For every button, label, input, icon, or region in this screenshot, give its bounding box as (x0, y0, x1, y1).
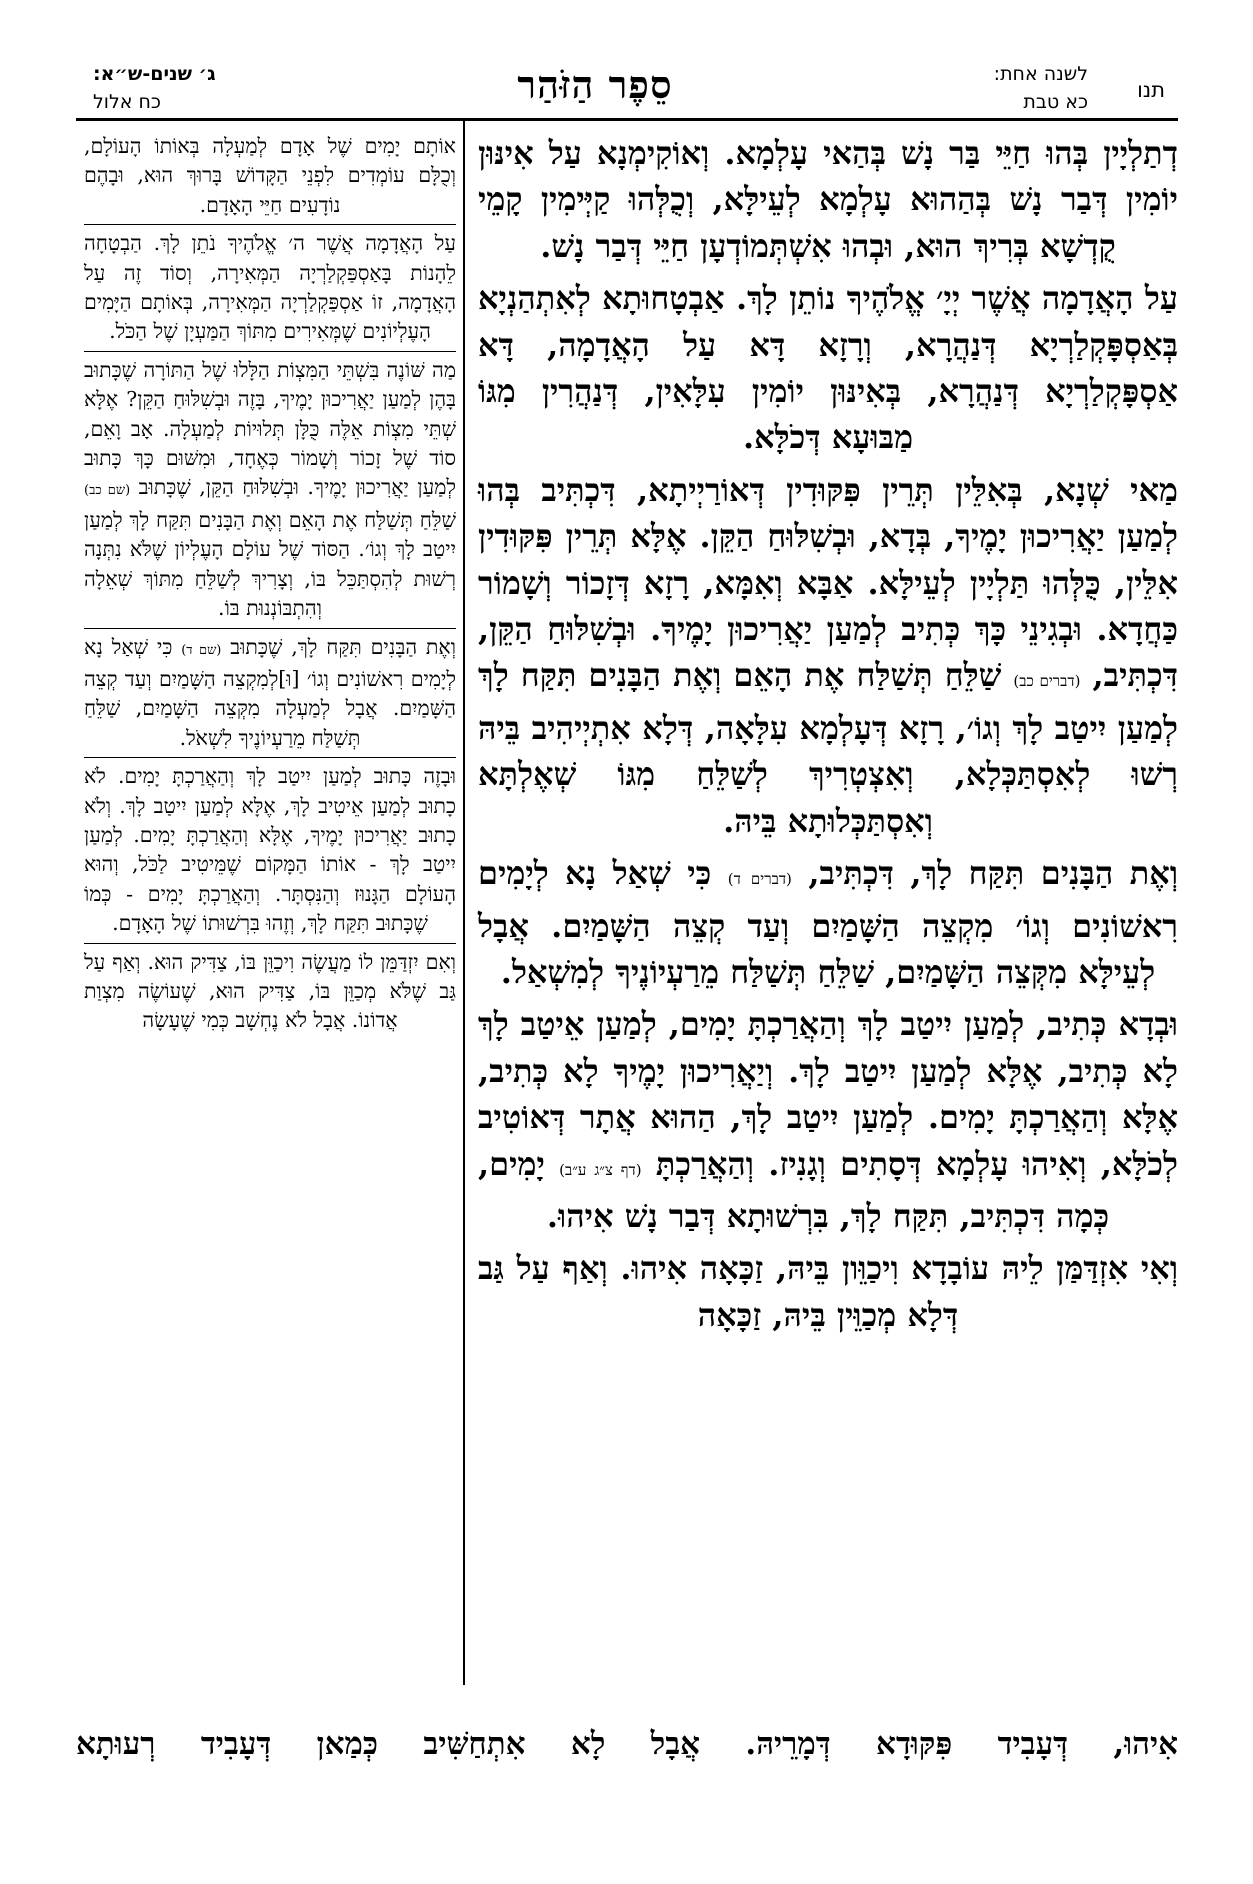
main-paragraph-5-text-b: יָמִים, כְּמָה דִּכְתִּיב, תִּקַּח לָךְ, בִּרְשׁוּתָא דְּבַר נָשׁ אִיהוּ. (478, 1144, 1110, 1235)
side-separator (84, 224, 456, 225)
main-paragraph-5-text-a: וּבְדָא כְּתִיב, לְמַעַן יִיטַב לָךְ וְהַאֲרַכְתָּ יָמִים, לְמַעַן אֵיטַב לָךְ לָא כְּתִיב, אֶלָּא לְמַעַן יִיטַב לָךְ. וְיַאֲרִיכוּן יָמֶיךָ לָא כְּתִיב, אֶלָּא וְהַאֲרַכְתָּ יָמִים. לְמַעַן יִיטַב לָךְ, הַהוּא אֲתָר דְּאוֹטִיב לְכֹלָּא, וְאִיהוּ עָלְמָא דְּסָתִים וְגָנִיז. וְהַאֲרַכְתָּ (478, 1005, 1179, 1183)
header-cycle-range: ג׳ שנים-ש״א: (93, 63, 216, 85)
header-left-date: כח אלול (93, 91, 161, 113)
aramaic-text-column (478, 130, 1178, 1344)
header-right-block (938, 60, 1088, 120)
side-paragraph-6: וְאִם יִזְדַּמֵּן לוֹ מַעֲשֶׂה וִיכַוֵּן בּוֹ, צַדִּיק הוּא. וְאַף עַל גַּב שֶׁלֹּא מְכַוֵּן בּוֹ, צַדִּיק הוּא, שֶׁעוֹשֶׂה מִצְוַת אֲדוֹנוֹ. אֲבָל לֹא נֶחְשָׁב כְּמִי שֶׁעָשָׂה (84, 949, 456, 1033)
side-paragraph-5: וּבָזֶה כָּתוּב לְמַעַן יִיטַב לָךְ וְהַאֲרַכְתָּ יָמִים. לֹא כָתוּב לְמַעַן אֵיטִיב לָךְ, אֶלָּא לְמַעַן יִיטַב לָךְ. וְלֹא כָתוּב יַאֲרִיכוּן יָמֶיךָ, אֶלָּא וְהַאֲרַכְתָּ יָמִים. לְמַעַן יִיטַב לָךְ - אוֹתוֹ הַמָּקוֹם שֶׁמֵּיטִיב לַכֹּל, וְהוּא הָעוֹלָם הַגָּנוּז וְהַנִּסְתָּר. וְהַאֲרַכְתָּ יָמִים - כְּמוֹ שֶׁכָּתוּב תִּקַּח לָךְ, וְזֶהוּ בִּרְשׁוּתוֹ שֶׁל הָאָדָם. (84, 764, 456, 936)
side-paragraph-3-text-a: מַה שּׁוֹנֶה בִּשְׁתֵּי הַמִּצְוֹת הַלָּלוּ שֶׁל הַתּוֹרָה שֶׁכָּתוּב בָּהֶן לְמַעַן יַאֲרִיכוּן יָמֶיךָ, בָּזֶה וּבְשִׁלּוּחַ הַקֵּן? אֶלָּא שְׁתֵּי מִצְוֹת אֵלֶּה כֻּלָּן תְּלוּיוֹת לְמַעְלָה. אָב וָאֵם, סוֹד שֶׁל זָכוֹר וְשָׁמוֹר כְּאֶחָד, וּמִשּׁוּם כָּךְ כָּתוּב לְמַעַן יַאֲרִיכוּן יָמֶיךָ. וּבְשִׁלּוּחַ הַקֵּן, שֶׁכָּתוּב (84, 357, 456, 500)
side-separator (84, 628, 456, 629)
main-paragraph-4 (478, 850, 1178, 995)
verse-reference: (דברים כב) (1013, 672, 1081, 691)
side-paragraph-2: עַל הָאֲדָמָה אֲשֶׁר ה׳ אֱלֹהֶיךָ נֹתֵן לָךְ. הַבְטָחָה לֵהָנוֹת בָּאַסְפַּקְלַרְיָה הַמְּאִירָה, וְסוֹד זֶה עַל הָאֲדָמָה, זוֹ אַסְפַּקְלַרְיָה הַמְּאִירָה, בְּאוֹתָם הַיָּמִים הָעֶלְיוֹנִים שֶׁמְּאִירִים מִתּוֹךְ הַמַּעְיָן שֶׁל הַכֹּל. (84, 231, 456, 344)
main-paragraph-6: וְאִי אִזְדַּמַּן לֵיהּ עוֹבָדָא וִיכַוֵּון בֵּיהּ, זַכָּאָה אִיהוּ. וְאַף עַל גַּב דְּלָא מְכַוֵּין בֵּיהּ, זַכָּאָה (478, 1249, 1178, 1334)
main-paragraph-3-text-a: מַאי שְׁנָא, בְּאִלֵּין תְּרֵין פִּקּוּדִין דְּאוֹרַיְיתָא, דִּכְתִּיב בְּהוּ לְמַעַן יַאֲרִיכוּן יָמֶיךָ, בְּדָא, וּבְשִׁלּוּחַ הַקֵּן. אֶלָּא תְּרֵין פִּקּוּדִין אִלֵּין, כֻּלְּהוּ תַּלְיָין לְעֵילָּא. אַבָּא וְאִמָּא, רָזָא דְּזָכוֹר וְשָׁמוֹר כַּחֲדָא. וּבְגִינֵי כָּךְ כְּתִיב לְמַעַן יַאֲרִיכוּן יָמֶיךָ. וּבְשִׁלּוּחַ הַקֵּן, דִּכְתִּיב, (478, 470, 1179, 695)
main-paragraph-5 (478, 1001, 1178, 1239)
side-paragraph-3 (84, 356, 456, 624)
verse-reference: (דברים ד) (727, 870, 792, 889)
main-paragraph-1: דְתַלְיָין בְּהוּ חַיֵּי בַּר נָשׁ בְּהַאי עָלְמָא. וְאוֹקִימְנָא עַל אִינּוּן יוֹמִין דְּבַר נָשׁ בְּהַהוּא עָלְמָא לְעֵילָּא, וְכֻלְּהוּ קַיְּימִין קָמֵי קֻדְשָׁא בְּרִיךְ הוּא, וּבְהוּ אִשְׁתְּמוֹדְעָן חַיֵּי דְּבַר נָשׁ. (478, 134, 1179, 265)
side-paragraph-4-text-a: וְאֶת הַבָּנִים תִּקַּח לָךְ, שֶׁכָּתוּב (230, 634, 456, 659)
side-paragraph-3-text-b: שַׁלֵּחַ תְּשַׁלַּח אֶת הָאֵם וְאֶת הַבָּנִים תִּקַּח לָךְ לְמַעַן יִיטַב לָךְ וְגוֹ׳. הַסּוֹד שֶׁל עוֹלָם הָעֶלְיוֹן שֶׁלֹּא נִתְּנָה רְשׁוּת לְהִסְתַּכֵּל בּוֹ, וְצָרִיךְ לְשַׁלֵּחַ מִתּוֹךְ שְׁאֵלָה וְהִתְבּוֹנְנוּת בּוֹ. (84, 507, 456, 621)
main-paragraph-2: עַל הָאֲדָמָה אֲשֶׁר יְיָ׳ אֱלֹהֶיךָ נוֹתֵן לָךְ. אַבְטָחוּתָא לְאִתְהַנְיָא בְּאַסְפָּקְלַרְיָא דְּנַהֲרָא, וְרָזָא דָּא עַל הָאֲדָמָה, דָּא אַסְפָּקְלַרְיָא דְּנַהֲרָא, בְּאִינּוּן יוֹמִין עִלָּאִין, דְּנַהֲרִין מִגּוֹ מַבּוּעָא דְּכֹלָּא. (478, 279, 1178, 457)
verse-reference: (שם כב) (84, 483, 131, 499)
main-paragraph-3-text-b: שַׁלֵּחַ תְּשַׁלַּח אֶת הָאֵם וְאֶת הַבָּנִים תִּקַּח לָךְ לְמַעַן יִיטַב לָךְ וְגוֹ׳, רָזָא דְּעָלְמָא עִלָּאָה, דְּלָא אִתְיְיהִיב בֵּיהּ רְשׁוּ לְאִסְתַּכְּלָא, וְאִצְטְרִיךְ לְשַׁלֵּחַ מִגּוֹ שְׁאֶלְתָּא וְאִסְתַּכְּלוּתָא בֵּיהּ. (478, 656, 1178, 840)
verse-reference: (שם ד) (181, 642, 222, 658)
header-left-block (93, 60, 253, 120)
page-number: תנו (1137, 78, 1165, 102)
hebrew-translation-column (84, 132, 456, 1040)
side-paragraph-4 (84, 633, 456, 754)
side-separator (84, 351, 456, 352)
header-divider (76, 118, 1178, 121)
book-title: סֵפֶר הַזֹּהַר (517, 62, 673, 107)
side-paragraph-1: אוֹתָם יָמִים שֶׁל אָדָם לְמַעְלָה בְּאוֹתוֹ הָעוֹלָם, וְכֻלָּם עוֹמְדִים לִפְנֵי הַקָּדוֹשׁ בָּרוּךְ הוּא, וּבָהֶם נוֹדָעִים חַיֵּי הָאָדָם. (84, 134, 456, 217)
header-study-cycle: לשנה אחת: (993, 63, 1088, 85)
column-divider (463, 120, 465, 1685)
main-paragraph-4-text-b: כִּי שְׁאַל נָא לְיָמִים רִאשׁוֹנִים וְגוֹ׳ מִקְצֵה הַשָּׁמַיִם וְעַד קְצֵה הַשָּׁמַיִם. אֲבָל לְעֵילָּא מִקְּצֵה הַשָּׁמַיִם, שַׁלֵּחַ תְּשַׁלַּח מֵרַעְיוֹנֶיךָ לְמִשְׁאַל. (478, 854, 1179, 991)
side-separator (84, 757, 456, 758)
main-paragraph-3 (478, 467, 1178, 844)
side-paragraph-4-text-b: כִּי שְׁאַל נָא לְיָמִים רִאשׁוֹנִים וְגוֹ׳ [וּ]לְמִקְצֵה הַשָּׁמַיִם וְעַד קְצֵה הַשָּׁמַיִם. אֲבָל לְמַעְלָה מִקְּצֵה הַשָּׁמַיִם, שַׁלֵּחַ תְּשַׁלַּח מֵרַעְיוֹנֶיךָ לִשְׁאֹל. (84, 634, 456, 750)
folio-reference: (דף צ״ג ע״ב) (559, 1160, 642, 1179)
continuation-line: אִיהוּ, דְּעָבִיד פִּקּוּדָא דְּמָרֵיהּ. אֲבָל לָא אִתְחַשִּׁיב כְּמַאן דְּעָבִיד רְעוּתָא (76, 1726, 1178, 1762)
header-date: כא טבת (1023, 91, 1088, 113)
main-paragraph-4-text-a: וְאֶת הַבָּנִים תִּקַּח לָךְ, דִּכְתִּיב, (808, 854, 1179, 893)
side-separator (84, 943, 456, 944)
